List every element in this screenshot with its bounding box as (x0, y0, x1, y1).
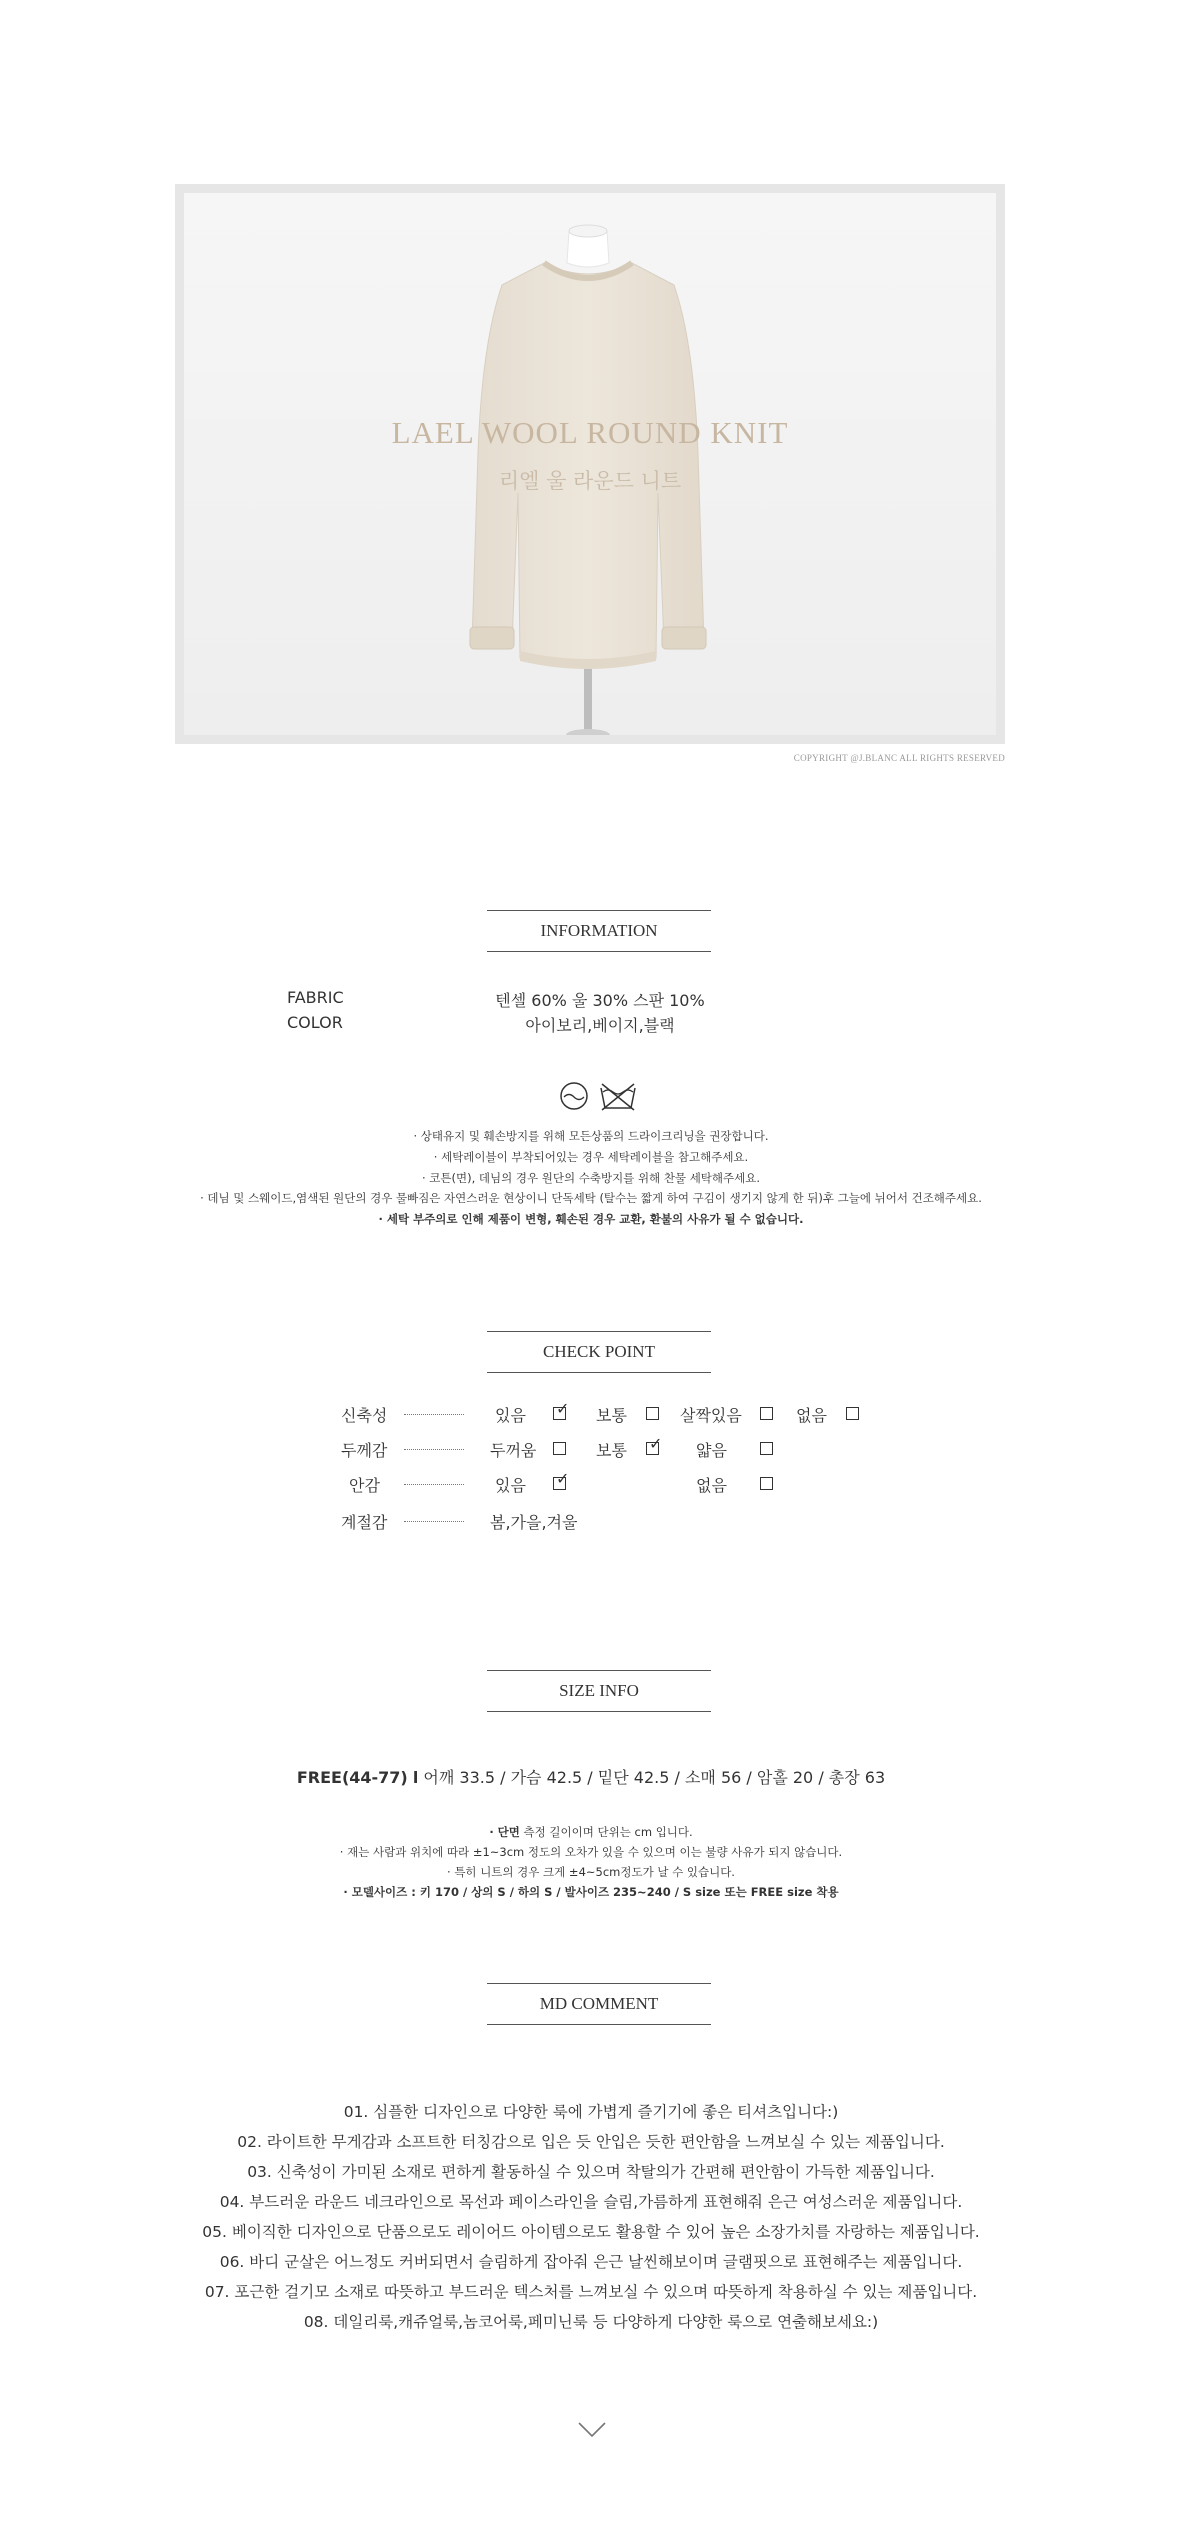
fabric-label: FABRIC (287, 988, 344, 1007)
md-comment-line: 03. 신축성이 가미된 소재로 편하게 활동하실 수 있으며 착탈의가 간편해 편안함이 가득한 제품입니다. (247, 2163, 935, 2181)
md-comment-line: 05. 베이직한 디자인으로 단품으로도 레이어드 아이템으로도 활용할 수 있어 높은 소장가치를 자랑하는 제품입니다. (202, 2223, 980, 2241)
lining-label: 안감 (349, 1476, 380, 1495)
thickness-label: 두께감 (341, 1441, 388, 1460)
dotted-leader (404, 1414, 464, 1415)
md-comment-line: 07. 포근한 걸기모 소재로 따뜻하고 부드러운 텍스처를 느껴보실 수 있으며 따뜻하게 착용하실 수 있는 제품입니다. (204, 2283, 978, 2301)
stretch-checkbox[interactable] (760, 1407, 773, 1420)
copyright-text: COPYRIGHT @J.BLANC ALL RIGHTS RESERVED (793, 753, 1005, 763)
mannequin-illustration (184, 193, 996, 735)
chevron-down-icon[interactable] (577, 2420, 607, 2440)
dotted-leader (404, 1449, 464, 1450)
checkmark-icon: ✓ (649, 1434, 663, 1453)
thickness-option: 두꺼움 (490, 1441, 537, 1460)
checkmark-icon: ✓ (556, 1399, 570, 1418)
size-note: · 특히 니트의 경우 크게 ±4~5cm정도가 날 수 있습니다. (447, 1865, 735, 1879)
size-note (0, 1824, 1182, 1840)
size-info-heading: SIZE INFO (487, 1670, 711, 1712)
stretch-checkbox-checked[interactable] (553, 1399, 570, 1420)
md-comment-line: 06. 바디 군살은 어느정도 커버되면서 슬림하게 잡아줘 은근 날씬해보이며 글램핏으로 표현해주는 제품입니다. (219, 2253, 963, 2271)
stretch-checkbox[interactable] (846, 1407, 859, 1420)
size-note-lead: · 단면 (489, 1825, 520, 1839)
stretch-checkbox[interactable] (646, 1407, 659, 1420)
stretch-option: 살짝있음 (680, 1406, 742, 1425)
size-separator: l (412, 1768, 419, 1787)
md-comment-line: 08. 데일리룩,캐쥬얼룩,놈코어룩,페미닌룩 등 다양하게 다양한 룩으로 연출해보세요:) (303, 2313, 879, 2331)
product-subtitle: 리엘 울 라운드 니트 (498, 469, 682, 493)
thickness-checkbox-checked[interactable] (646, 1434, 663, 1455)
md-comment-line: 02. 라이트한 무게감과 소프트한 터칭감으로 입은 듯 안입은 듯한 편안함을 느껴보실 수 있는 제품입니다. (237, 2133, 945, 2151)
hero-image (175, 184, 1005, 744)
size-label: FREE(44-77) (296, 1768, 408, 1787)
check-point-heading: CHECK POINT (487, 1331, 711, 1373)
dry-clean-icon (558, 1080, 590, 1112)
fabric-value: 텐셀 60% 울 30% 스판 10% (495, 991, 705, 1010)
care-note: · 데님 및 스웨이드,염색된 원단의 경우 물빠짐은 자연스러운 현상이니 단독세탁 (탈수는 짧게 하여 구김이 생기지 않게 한 뒤)후 그늘에 뉘어서 건조해주세요. (200, 1191, 982, 1205)
care-note: · 세탁레이블이 부착되어있는 경우 세탁레이블을 참고해주세요. (433, 1150, 749, 1164)
care-note: · 상태유지 및 훼손방지를 위해 모든상품의 드라이크리닝을 권장합니다. (413, 1129, 769, 1143)
size-note-text: 측정 길이이며 단위는 cm 입니다. (519, 1825, 693, 1839)
stretch-option: 있음 (495, 1406, 526, 1425)
md-comment-line: 04. 부드러운 라운드 네크라인으로 목선과 페이스라인을 슬림,가름하게 표현해줘 은근 여성스러운 제품입니다. (219, 2193, 963, 2211)
model-size-note: · 모델사이즈 : 키 170 / 상의 S / 하의 S / 발사이즈 235~240 / S size 또는 FREE size 착용 (343, 1885, 839, 1899)
thickness-checkbox[interactable] (553, 1442, 566, 1455)
lining-option: 있음 (495, 1476, 526, 1495)
care-warning: · 세탁 부주의로 인해 제품이 변형, 훼손된 경우 교환, 환불의 사유가 될 수 없습니다. (378, 1212, 804, 1226)
thickness-checkbox[interactable] (760, 1442, 773, 1455)
care-note: · 코튼(면), 데님의 경우 원단의 수축방지를 위해 찬물 세탁해주세요. (421, 1171, 760, 1185)
md-comment-line: 01. 심플한 디자인으로 다양한 룩에 가볍게 즐기기에 좋은 티셔츠입니다:) (343, 2103, 839, 2121)
size-measurements-line (0, 1765, 1182, 1788)
season-value: 봄,가을,겨울 (490, 1513, 578, 1532)
checkmark-icon: ✓ (556, 1469, 570, 1488)
season-label: 계절감 (341, 1513, 388, 1532)
md-comment-heading: MD COMMENT (487, 1983, 711, 2025)
lining-checkbox[interactable] (760, 1477, 773, 1490)
thickness-option: 얇음 (696, 1441, 727, 1460)
product-title: LAEL WOOL ROUND KNIT (391, 415, 789, 450)
stretch-option: 보통 (596, 1406, 627, 1425)
thickness-option: 보통 (596, 1441, 627, 1460)
size-measurements: 어깨 33.5 / 가슴 42.5 / 밑단 42.5 / 소매 56 / 암홀 20 / 총장 63 (423, 1768, 886, 1787)
lining-option: 없음 (696, 1476, 727, 1495)
color-value: 아이보리,베이지,블랙 (525, 1016, 675, 1035)
dotted-leader (404, 1521, 464, 1522)
lining-checkbox-checked[interactable] (553, 1469, 570, 1490)
color-label: COLOR (287, 1013, 343, 1032)
size-note: · 재는 사람과 위치에 따라 ±1~3cm 정도의 오차가 있을 수 있으며 이는 불량 사유가 되지 않습니다. (339, 1845, 843, 1859)
information-heading: INFORMATION (487, 910, 711, 952)
no-wash-icon (598, 1080, 638, 1112)
stretch-label: 신축성 (341, 1406, 388, 1425)
dotted-leader (404, 1484, 464, 1485)
stretch-option: 없음 (796, 1406, 827, 1425)
